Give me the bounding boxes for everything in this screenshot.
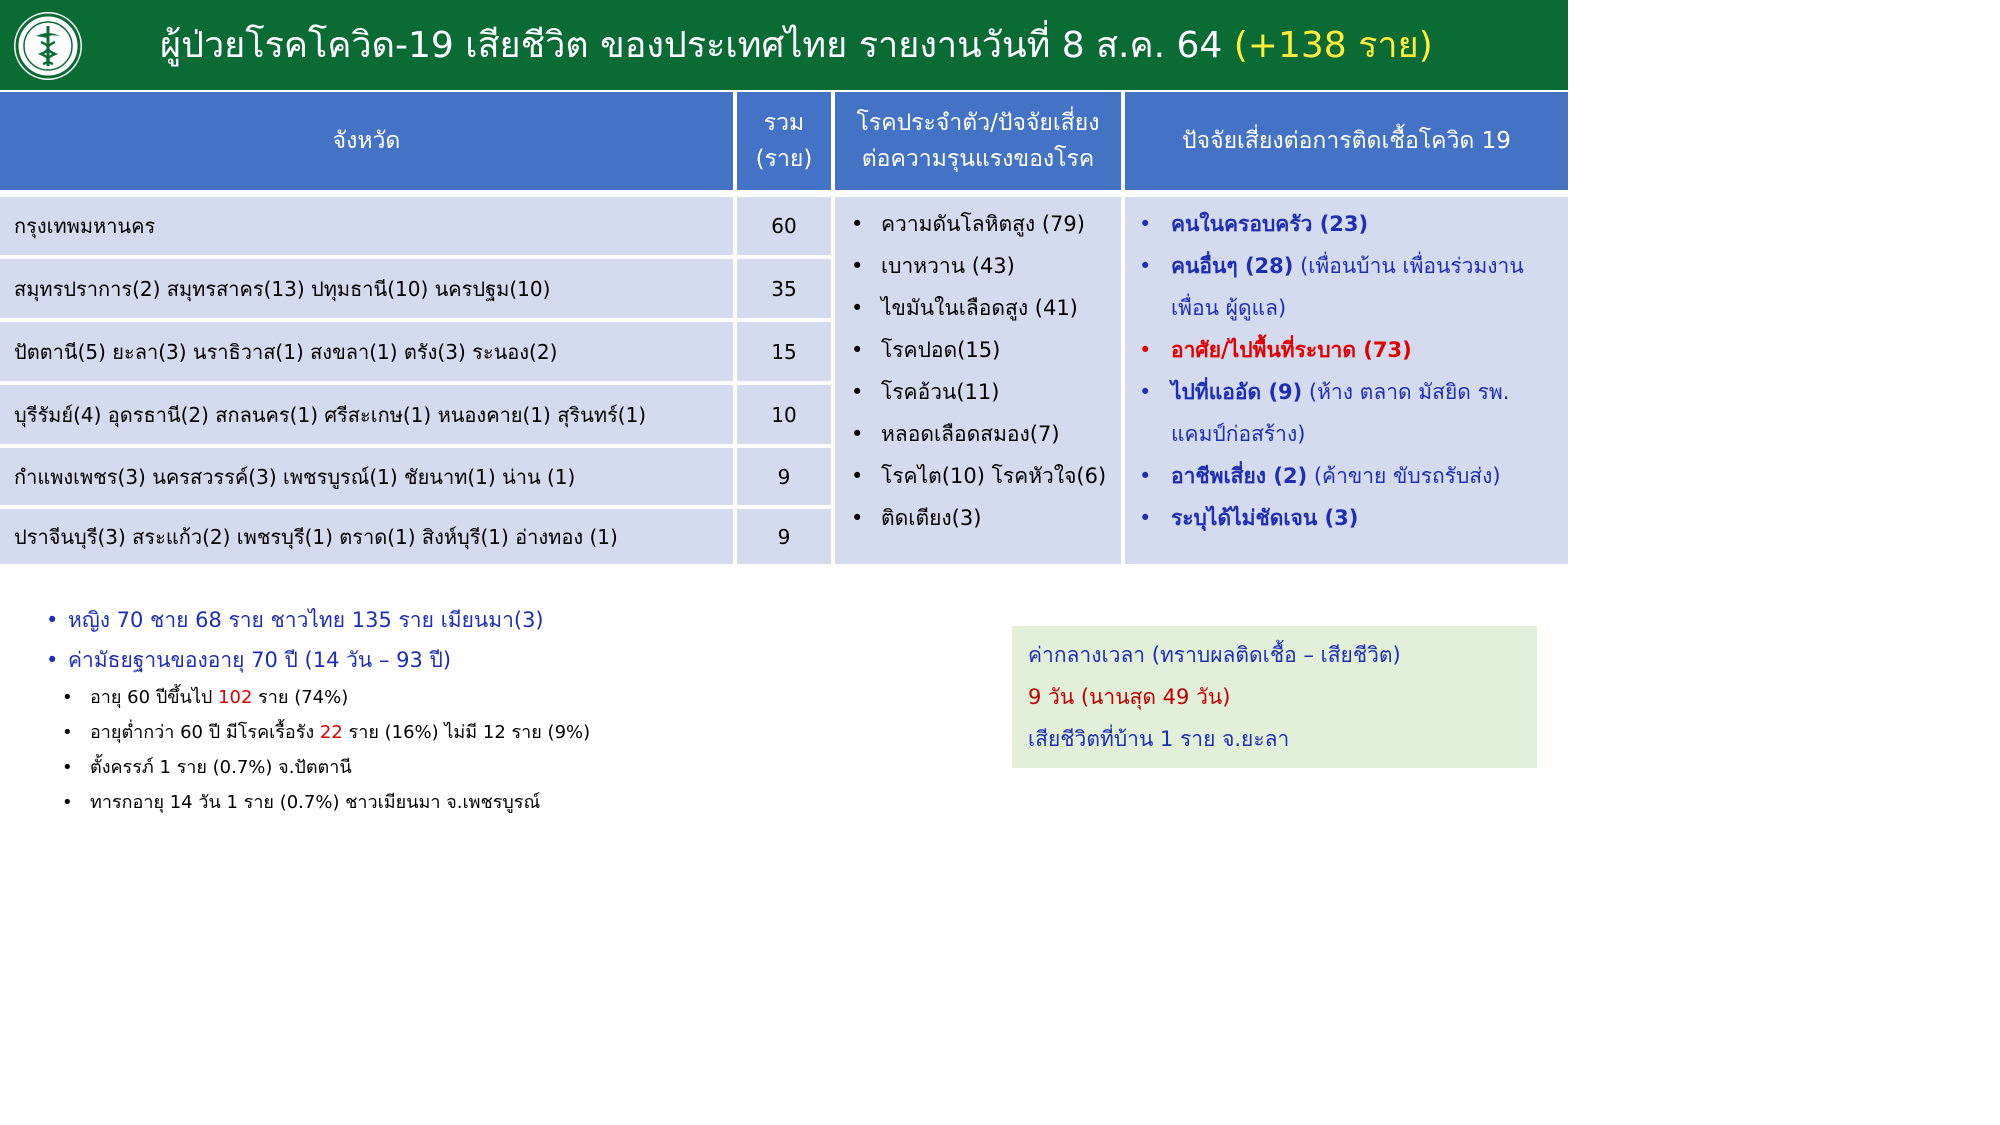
- risk-item-occupation: [1139, 455, 1568, 497]
- risk-family-label: คนในครอบครัว (23): [1171, 212, 1369, 236]
- header-diseases: [835, 92, 1121, 190]
- caduceus-icon: [14, 12, 82, 80]
- total-cell: [737, 197, 831, 255]
- risk-item-others: [1139, 245, 1568, 329]
- province-cell: [0, 259, 733, 318]
- header-total: [737, 92, 831, 190]
- total-value: 9: [777, 464, 791, 489]
- province-label: ปราจีนบุรี(3) สระแก้ว(2) เพชรบุรี(1) ตราด(1) สิงห์บุรี(1) อ่างทอง (1): [14, 524, 618, 549]
- province-label: บุรีรัมย์(4) อุดรธานี(2) สกลนคร(1) ศรีสะเกษ(1) หนองคาย(1) สุรินทร์(1): [14, 402, 647, 427]
- died-at-home: เสียชีวิตที่บ้าน 1 ราย จ.ยะลา: [1028, 727, 1290, 751]
- total-value: 60: [771, 214, 797, 238]
- risk-occupation-detail: (ค้าขาย ขับรถรับส่ง): [1307, 464, 1501, 488]
- province-cell: [0, 509, 733, 564]
- total-value: 9: [777, 524, 791, 549]
- age60-text: อายุ 60 ปีขึ้นไป: [90, 687, 219, 708]
- disease-item: • ติดเตียง(3): [851, 497, 1121, 539]
- total-cell: [737, 385, 831, 444]
- risk-factors-list: [1125, 197, 1568, 539]
- summary-section: [46, 600, 590, 820]
- risk-crowded-detail-cont: แคมป์ก่อสร้าง): [1171, 422, 1306, 446]
- header-province: [0, 92, 733, 190]
- summary-age-60-plus: [46, 680, 590, 715]
- age60-count: 102: [218, 687, 253, 708]
- total-value: 10: [771, 402, 797, 427]
- risk-item-family: [1139, 203, 1568, 245]
- summary-pregnant: • ตั้งครรภ์ 1 ราย (0.7%) จ.ปัตตานี: [46, 750, 590, 785]
- under60-text: อายุต่ำกว่า 60 ปี มีโรคเรื้อรัง: [90, 722, 320, 743]
- risk-outbreak-label: อาศัย/ไปพื้นที่ระบาด (73): [1171, 338, 1412, 362]
- total-value: 15: [771, 339, 797, 364]
- summary-median-age: • ค่ามัธยฐานของอายุ 70 ปี (14 วัน – 93 ปี): [46, 640, 590, 680]
- province-label: ปัตตานี(5) ยะลา(3) นราธิวาส(1) สงขลา(1) ตรัง(3) ระนอง(2): [14, 339, 558, 364]
- disease-item: • ไขมันในเลือดสูง (41): [851, 287, 1121, 329]
- diseases-list: [835, 197, 1121, 539]
- total-value: 35: [771, 276, 797, 301]
- province-cell: [0, 385, 733, 444]
- summary-gender-nationality: • หญิง 70 ชาย 68 ราย ชาวไทย 135 ราย เมียนมา(3): [46, 600, 590, 640]
- disease-item: • โรคอ้วน(11): [851, 371, 1121, 413]
- total-cell: [737, 322, 831, 381]
- header-risk: [1125, 92, 1568, 190]
- header-diseases-label-2: ต่อความรุนแรงของโรค: [861, 146, 1095, 172]
- risk-occupation-label: อาชีพเสี่ยง (2): [1171, 464, 1308, 488]
- header-total-label-1: รวม: [763, 110, 805, 136]
- risk-item-crowded: [1139, 371, 1568, 455]
- province-cell: [0, 448, 733, 505]
- summary-under-60: [46, 715, 590, 750]
- header-diseases-label-1: โรคประจำตัว/ปัจจัยเสี่ยง: [856, 110, 1100, 136]
- age60-pct: ราย (74%): [252, 687, 349, 708]
- median-time-value: 9 วัน (นานสุด 49 วัน): [1028, 685, 1231, 709]
- median-time-label: ค่ากลางเวลา (ทราบผลติดเชื้อ – เสียชีวิต): [1028, 643, 1401, 667]
- province-label: สมุทรปราการ(2) สมุทรสาคร(13) ปทุมธานี(10) นครปฐม(10): [14, 276, 551, 301]
- risk-others-detail: (เพื่อนบ้าน เพื่อนร่วมงาน: [1293, 254, 1524, 278]
- disease-item: • โรคปอด(15): [851, 329, 1121, 371]
- ministry-logo-icon: [14, 12, 82, 80]
- header-province-label: จังหวัด: [332, 128, 401, 154]
- total-cell: [737, 259, 831, 318]
- province-cell: [0, 322, 733, 381]
- title-main: ผู้ป่วยโรคโควิด-19 เสียชีวิต ของประเทศไทย รายงานวันที่ 8 ส.ค. 64: [160, 25, 1234, 66]
- header-total-label-2: (ราย): [755, 146, 813, 172]
- diseases-cell: [835, 197, 1121, 564]
- province-cell: [0, 197, 733, 255]
- disease-item: • เบาหวาน (43): [851, 245, 1121, 287]
- total-cell: [737, 509, 831, 564]
- province-label: กำแพงเพชร(3) นครสวรรค์(3) เพชรบูรณ์(1) ชัยนาท(1) น่าน (1): [14, 464, 576, 489]
- risk-others-label: คนอื่นๆ (28): [1171, 254, 1294, 278]
- under60-count: 22: [319, 722, 343, 743]
- median-time-box: [1012, 626, 1537, 768]
- risk-crowded-detail: (ห้าง ตลาด มัสยิด รพ.: [1302, 380, 1510, 404]
- risk-item-unclear: [1139, 497, 1568, 539]
- summary-infant: • ทารกอายุ 14 วัน 1 ราย (0.7%) ชาวเมียนมา จ.เพชรบูรณ์: [46, 785, 590, 820]
- total-cell: [737, 448, 831, 505]
- risk-others-detail-cont: เพื่อน ผู้ดูแล): [1171, 296, 1287, 320]
- disease-item: • โรคไต(10) โรคหัวใจ(6): [851, 455, 1121, 497]
- disease-item: • ความดันโลหิตสูง (79): [851, 203, 1121, 245]
- header-banner: [0, 0, 1568, 93]
- title-death-count: (+138 ราย): [1233, 25, 1433, 66]
- risk-item-outbreak-area: [1139, 329, 1568, 371]
- province-label: กรุงเทพมหานคร: [14, 214, 156, 238]
- risk-unclear-label: ระบุได้ไม่ชัดเจน (3): [1171, 506, 1359, 530]
- disease-item: • หลอดเลือดสมอง(7): [851, 413, 1121, 455]
- risk-factors-cell: [1125, 197, 1568, 564]
- header-risk-label: ปัจจัยเสี่ยงต่อการติดเชื้อโควิด 19: [1182, 128, 1511, 154]
- risk-crowded-label: ไปที่แออัด (9): [1171, 380, 1303, 404]
- page-title: [160, 18, 1433, 74]
- under60-pct: ราย (16%) ไม่มี 12 ราย (9%): [342, 722, 591, 743]
